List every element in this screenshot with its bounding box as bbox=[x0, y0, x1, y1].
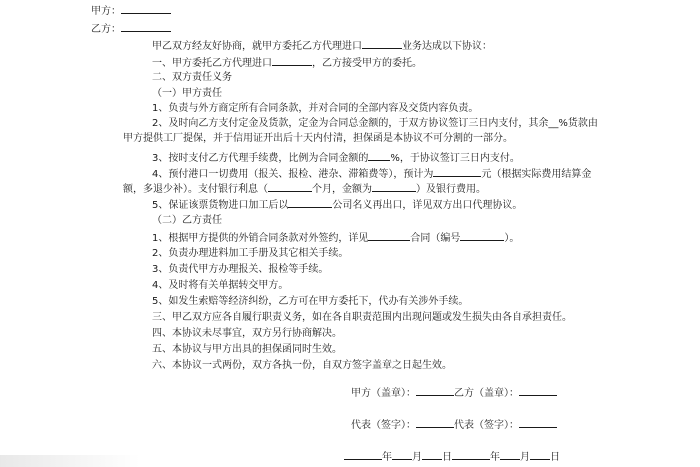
party-a-day-label: 日 bbox=[442, 452, 452, 463]
clause-4: 四、本协议未尽事宜，双方另行协商解决。 bbox=[152, 328, 342, 339]
party-a-year-label: 年 bbox=[382, 452, 392, 463]
party-a-seal-blank bbox=[416, 386, 454, 396]
party-b-item-2: 2、负责办理进料加工手册及其它相关手续。 bbox=[152, 248, 349, 259]
party-a-item-4-text-e: ）及银行费用。 bbox=[416, 184, 486, 195]
party-a-rep-blank bbox=[416, 418, 454, 428]
party-b-item-1 bbox=[152, 231, 519, 245]
interest-amount-blank bbox=[372, 182, 416, 192]
party-a-item-4-text-a: 4、预付港口一切费用（报关、报检、港杂、滞箱费等），预计为 bbox=[152, 169, 434, 180]
seal-line bbox=[351, 386, 557, 400]
party-b-label: 乙方： bbox=[91, 24, 121, 35]
party-a-blank bbox=[121, 4, 171, 14]
party-a-rep-label: 代表（签字）： bbox=[351, 420, 416, 431]
representative-line bbox=[351, 418, 557, 432]
party-b-month-blank bbox=[500, 450, 520, 460]
party-a-item-4-text-d: 个月，金额为 bbox=[312, 184, 372, 195]
clause-3: 三、甲乙双方应各自履行职责义务，如在各自职责范围内出现问题或发生损失由各自承担责任。 bbox=[152, 312, 572, 323]
intro-text-a: 甲乙双方经友好协商，就甲方委托乙方代理进口 bbox=[152, 41, 362, 52]
party-b-item-4: 4、及时将有关单据转交甲方。 bbox=[152, 280, 289, 291]
intro-line bbox=[152, 39, 492, 53]
party-a-seal-label: 甲方（盖章）： bbox=[351, 388, 416, 399]
party-a-label: 甲方： bbox=[91, 6, 121, 17]
intro-text-b: 业务达成以下协议： bbox=[402, 41, 492, 52]
party-b-day-label: 日 bbox=[550, 452, 560, 463]
party-a-line bbox=[91, 4, 171, 18]
party-b-seal-label: 乙方（盖章）： bbox=[454, 388, 519, 399]
company-name-blank bbox=[288, 198, 332, 208]
party-b-blank bbox=[121, 22, 171, 32]
port-fee-blank bbox=[433, 167, 481, 177]
party-b-day-blank bbox=[530, 450, 550, 460]
party-a-item-2-line-2: 甲方提供工厂提保，并于信用证开出后十天内付清，担保函是本协议不可分割的一部分。 bbox=[123, 133, 513, 144]
party-a-item-5-text-b: 公司名义再出口，详见双方出口代理协议。 bbox=[332, 200, 523, 211]
section-party-b-heading: （二）乙方责任 bbox=[152, 215, 222, 226]
party-b-month-label: 月 bbox=[520, 452, 530, 463]
party-b-rep-label: 代表（签字）： bbox=[454, 420, 519, 431]
party-a-month-label: 月 bbox=[412, 452, 422, 463]
contract-blank bbox=[368, 231, 410, 241]
date-line bbox=[344, 450, 560, 464]
party-a-item-5-text-a: 5、保证该票货物进口加工后以 bbox=[152, 200, 289, 211]
party-b-year-label: 年 bbox=[490, 452, 500, 463]
section-party-a-heading: （一）甲方责任 bbox=[152, 88, 222, 99]
party-b-year-blank bbox=[452, 450, 490, 460]
party-a-day-blank bbox=[422, 450, 442, 460]
party-a-item-4-line-1 bbox=[152, 167, 591, 181]
faded-corner-watermark bbox=[0, 455, 140, 467]
party-b-line bbox=[91, 22, 171, 36]
clause-1-blank bbox=[272, 56, 312, 66]
party-b-item-5: 5、如发生索赔等经济纠纷，乙方可在甲方委托下，代办有关涉外手续。 bbox=[152, 296, 469, 307]
clause-1-text-a: 一、甲方委托乙方代理进口 bbox=[152, 58, 272, 69]
clause-2-heading: 二、双方责任义务 bbox=[152, 72, 232, 83]
party-b-seal-blank bbox=[519, 386, 557, 396]
party-a-item-3-text-a: 3、按时支付乙方代理手续费，比例为合同金额的 bbox=[152, 153, 369, 164]
party-b-item-1-text-c: ）。 bbox=[504, 233, 520, 244]
party-b-item-3: 3、负责代甲方办理报关、报检等手续。 bbox=[152, 264, 329, 275]
party-a-item-2-line-1: 2、及时向乙方支付定金及货款，定金为合同总金额的，于双方协议签订三日内支付，其余__%货款由 bbox=[152, 118, 598, 129]
party-a-item-1: 1、负责与外方商定所有合同条款，并对合同的全部内容及交货内容负责。 bbox=[152, 103, 479, 114]
party-a-item-4-text-b: 元（根据实际费用结算金 bbox=[481, 169, 592, 180]
party-b-rep-blank bbox=[519, 418, 557, 428]
party-a-item-3 bbox=[152, 151, 520, 165]
party-a-item-4-text-c: 额，多退少补）。支付银行利息（ bbox=[123, 184, 268, 195]
party-a-month-blank bbox=[392, 450, 412, 460]
party-a-item-5 bbox=[152, 198, 522, 212]
party-a-item-4-line-2 bbox=[123, 182, 486, 196]
party-b-item-1-text-b: 合同（编号 bbox=[410, 233, 461, 244]
fee-percent-blank bbox=[368, 151, 390, 161]
clause-5: 五、本协议与甲方出具的担保函同时生效。 bbox=[152, 344, 342, 355]
interest-months-blank bbox=[268, 182, 312, 192]
clause-6: 六、本协议一式两份，双方各执一份，自双方签字盖章之日起生效。 bbox=[152, 360, 452, 371]
clause-1-text-b: ，乙方接受甲方的委托。 bbox=[312, 58, 422, 69]
intro-blank bbox=[362, 39, 402, 49]
party-b-item-1-text-a: 1、根据甲方提供的外销合同条款对外签约，详见 bbox=[152, 233, 369, 244]
party-a-item-3-text-b: %，于协议签订三日内支付。 bbox=[390, 153, 520, 164]
party-a-year-blank bbox=[344, 450, 382, 460]
contract-number-blank bbox=[460, 231, 504, 241]
clause-1-line bbox=[152, 56, 422, 70]
